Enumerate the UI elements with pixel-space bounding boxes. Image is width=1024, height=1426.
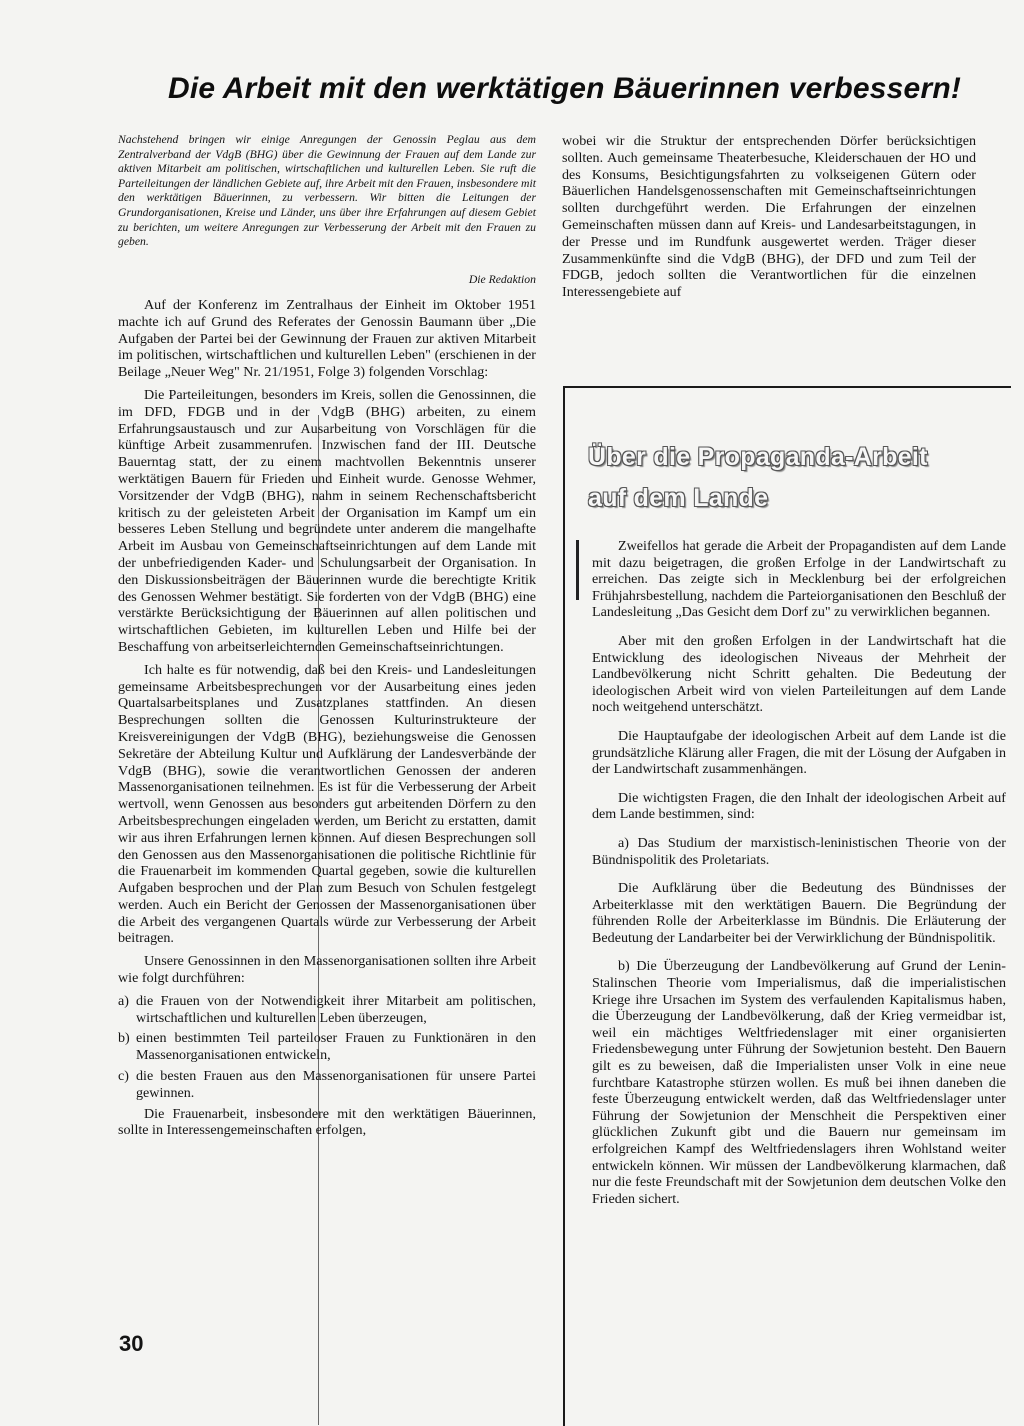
list-item (118, 993, 536, 1027)
article-column-left (118, 297, 536, 1145)
article-title: Die Arbeit mit den werktätigen Bäuerinnen verbessern! (168, 72, 962, 105)
paragraph: Aber mit den großen Erfolgen in der Landwirtschaft hat die Entwicklung des ideologischen Niveaus der Mehrheit der Landbevölkerung nicht Schritt gehalten. Die Bedeutung der ideologischen Arbeit wird von vielen Parteileitungen auf dem Lande noch weitgehend unterschätzt. (592, 632, 1006, 716)
paragraph: Die Parteileitungen, besonders im Kreis, sollen die Genossinnen, die im DFD, FDGB und in der VdgB (BHG) arbeiten, zu einem Erfahrungsaustausch und zur Ausarbeitung von Vorschlägen für die künftige Arbeit zusammenrufen. Inzwischen fand der III. Deutsche Bauerntag statt, der zu einem machtvollen Bekenntnis unserer werktätigen Bauern für Frieden und Einheit wurde. Genosse Wehmer, Vorsitzender der VdgB (BHG), nahm in seinem Rechenschaftsbericht kritisch zu der geleisteten Arbeit der Organisation im Kampf um ein besseres Leben Stellung und begründete unter anderem die mangelhafte Arbeit im Ausbau von Gemeinschaftseinrichtungen auf dem Lande mit der unbefriedigenden Kader- und Schulungsarbeit der Organisation. In den Diskussionsbeiträgen der Bäuerinnen wurde die berechtigte Kritik des Genossen Wehmer bestätigt. Sie forderten von der VdgB (BHG) eine verstärkte Berücksichtigung der Bäuerinnen auf allen politischen und wirtschaftlichen Gebieten, im kulturellen Leben und Hilfe bei der Beschaffung von arbeitserleichternden Gemeinschaftseinrichtungen. (118, 386, 536, 655)
list-marker: b) (118, 1030, 130, 1047)
paragraph: Die wichtigsten Fragen, die den Inhalt der ideologischen Arbeit auf dem Lande bestimmen, sind: (592, 789, 1006, 823)
list-text: die Frauen von der Notwendigkeit ihrer Mitarbeit am politischen, wirtschaftlichen und kulturellen Leben überzeugen, (136, 992, 536, 1026)
paragraph: Die Aufklärung über die Bedeutung des Bündnisses der Arbeiterklasse mit den werktätigen Bauern. Die Begründung der führenden Rolle der Arbeiterklasse im Bündnis. Die Erläuterung der Bedeutung der Landarbeiter bei der Verwirklichung der Bündnispolitik. (592, 880, 1006, 946)
paragraph: wobei wir die Struktur der entsprechenden Dörfer berücksichtigen sollten. Auch gemeinsame Theaterbesuche, Kleiderschauen der HO und des Konsums, Besichtigungsfahrten zu volkseigenen Gütern oder Bäuerlichen Handelsgenossenschaften mit Gemeinschaftseinrichtungen sollten durchgeführt werden. Die Erfahrungen der einzelnen Gemeinschaften müssen dann auf Kreis- und Landesarbeitstagungen, in der Presse und im Rundfunk ausgewertet werden. Träger dieser Zusammenkünfte sind die VdgB (BHG), der DFD und zum Teil der FDGB, jedoch sollten die Verantwortlichen für die einzelnen Interessengebiete auf (562, 133, 976, 301)
article-column-right (562, 133, 976, 301)
paragraph: Unsere Genossinnen in den Massenorganisationen sollten ihre Arbeit wie folgt durchführen: (118, 953, 536, 987)
list-text: einen bestimmten Teil parteiloser Frauen zu Funktionären in den Massenorganisationen entwickeln, (136, 1030, 536, 1064)
sidebar-body (592, 538, 1006, 1219)
paragraph: Die Hauptaufgabe der ideologischen Arbeit auf dem Lande ist die grundsätzliche Klärung aller Fragen, die mit der Lösung der Aufgaben in der Landwirtschaft zusammenhängen. (592, 727, 1006, 778)
sidebar-accent-rule (576, 540, 579, 600)
list-text: die besten Frauen aus den Massenorganisationen für unsere Partei gewinnen. (136, 1068, 536, 1101)
paragraph: Zweifellos hat gerade die Arbeit der Propagandisten auf dem Lande mit dazu beigetragen, die großen Erfolge in der Landwirtschaft zu erreichen. Das zeigte sich in Mecklenburg bei der erfolgreichen Frühjahrsbestellung, nachdem die Parteiorganisationen den Beschluß der Landesleitung „Das Gesicht dem Dorf zu" zu verwirklichen begannen. (592, 538, 1006, 621)
paragraph: a) Das Studium der marxistisch-leninistischen Theorie von der Bündnispolitik des Proletariats. (592, 834, 1006, 868)
list-marker: a) (118, 992, 129, 1009)
list-item (118, 1030, 536, 1064)
list-marker: c) (118, 1068, 129, 1085)
sidebar-title-line: auf dem Lande (588, 484, 769, 512)
paragraph: b) Die Überzeugung der Landbevölkerung auf Grund der Lenin-Stalinschen Theorie vom Imperialismus, daß die imperialistischen Kriege ihre Ursachen im System des verfaulenden Kapitalismus haben, die Überzeugung der Landbevölkerung, daß der Krieg vermeidbar ist, weil ein mächtiges Weltfriedenslager mit einer organisierten Friedensbewegung unter Führung der Sowjetunion besteht. Den Bauern gilt es zu beweisen, daß die Imperialisten unser Volk in eine neue furchtbare Katastrophe stürzen wollen. Es muß bei ihnen daneben die feste Überzeugung entwickelt werden, daß das Weltfriedenslager unter Führung der Sowjetunion der Menschheit die Perspektiven einer glücklichen Zukunft gibt und die Bauern nur gemeinsam im erfolgreichen Kampf des Weltfriedenslagers ihren Wohlstand weiter entwickeln können. Wir müssen der Landbevölkerung klarmachen, daß nur die feste Freundschaft mit der Sowjetunion dem deutschen Volke den Frieden sichert. (592, 958, 1006, 1207)
list-item (118, 1068, 536, 1102)
paragraph: Ich halte es für notwendig, daß bei den Kreis- und Landesleitungen gemeinsame Arbeitsbesprechungen vor der Ausarbeitung eines jeden Quartalsarbeitsplanes und Zusatzplanes stattfinden. An diesen Besprechungen sollten die Genossen Kulturinstrukteure der Kreisvereinigungen der VdgB (BHG), beziehungsweise die Genossen Sekretäre der Abteilung Kultur und Aufklärung der Landesverbände der VdgB (BHG), sowie die verantwortlichen Genossen der anderen Massenorganisationen teilnehmen. Es ist für die Verbesserung der Arbeit wertvoll, wenn Genossen aus besonders gut arbeitenden Dörfern zu den Arbeitsbesprechungen eingeladen werden, um Bericht zu erstatten, damit wir aus ihren Erfahrungen lernen können. Auf diesen Besprechungen soll den Genossen aus den Massenorganisationen die politische Richtlinie für die Frauenarbeit im kommenden Quartal gegeben, sowie die kulturellen Aufgaben besprochen und der Plan zum Besuch von Schulen festgelegt werden. Auch ein Bericht der Genossen der Massenorganisationen über die Arbeit des vergangenen Quartals würde zur Verbesserung der Arbeit beitragen. (118, 661, 536, 947)
paragraph: Auf der Konferenz im Zentralhaus der Einheit im Oktober 1951 machte ich auf Grund des Referates der Genossin Baumann über „Die Aufgaben der Partei bei der Gewinnung der Frauen zur aktiven Mitarbeit im politischen, wirtschaftlichen und kulturellen Leben" (erschienen in der Beilage „Neuer Weg" Nr. 21/1951, Folge 3) folgenden Vorschlag: (118, 297, 536, 381)
page-number: 30 (119, 1331, 144, 1356)
sidebar-title (588, 437, 1008, 519)
editorial-intro: Nachstehend bringen wir einige Anregungen der Genossin Peglau aus dem Zentralverband der VdgB (BHG) über die Gewinnung der Frauen auf dem Lande zur aktiven Mitarbeit am politischen, wirtschaftlichen und kulturellen Leben. Sie ruft die Parteileitungen der ländlichen Gebiete auf, ihre Arbeit mit den Frauen, insbesondere mit den werktätigen Bäuerinnen, zu verbessern. Wir bitten die Leitungen der Grundorganisationen, Kreise und Länder, uns über ihre Erfahrungen auf diesem Gebiet zu berichten, um weitere Anregungen zur Verbesserung der Arbeit mit den Frauen zu geben. (118, 133, 536, 249)
paragraph: Die Frauenarbeit, insbesondere mit den werktätigen Bäuerinnen, sollte in Interessengemeinschaften erfolgen, (118, 1105, 536, 1139)
sidebar-title-line: Über die Propaganda-Arbeit (588, 443, 928, 471)
editorial-signature: Die Redaktion (468, 273, 536, 286)
